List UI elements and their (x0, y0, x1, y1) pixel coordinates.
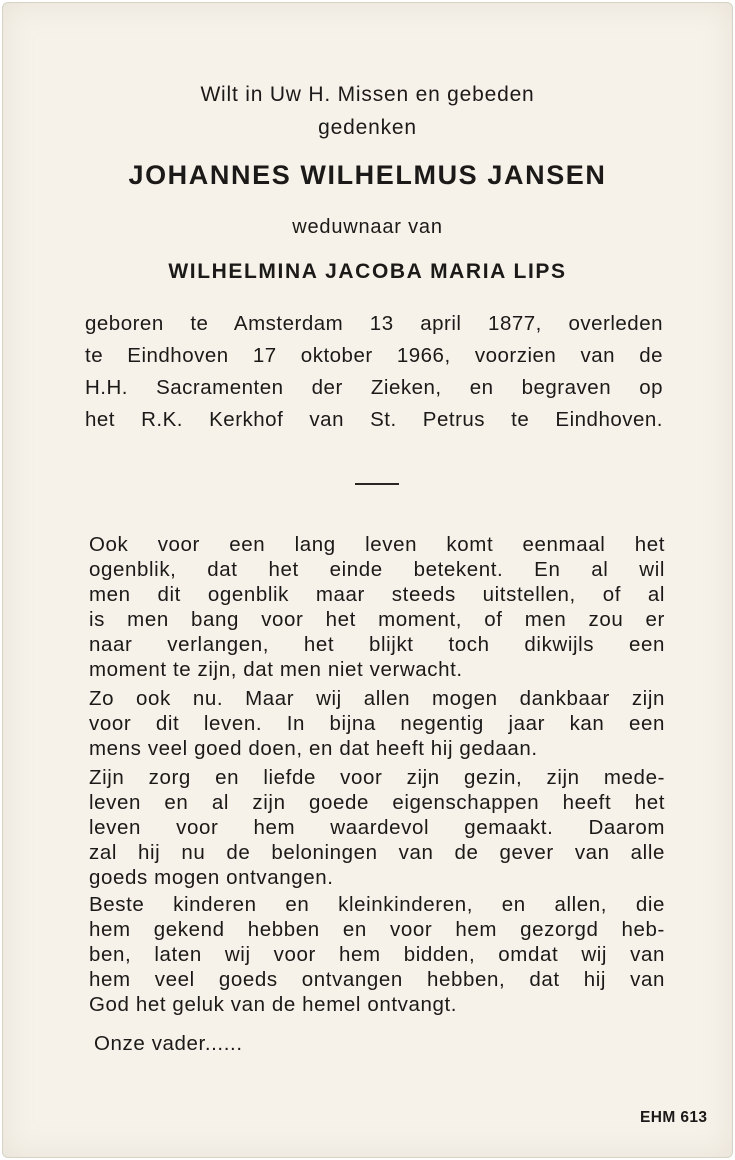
body-line: leven en al zijn goede eigenschappen heeft het (89, 791, 665, 814)
body-line: mens veel goed doen, en dat heeft hij gedaan. (89, 737, 538, 760)
spouse-name: WILHELMINA JACOBA MARIA LIPS (168, 260, 567, 283)
body-line: is men bang voor het moment, of men zou er (89, 608, 665, 631)
relation-text: weduwnaar van (292, 216, 443, 238)
bio-line: het R.K. Kerkhof van St. Petrus te Eindhoven. (85, 408, 663, 431)
body-line: hem gekend hebben en voor hem gezorgd heb- (89, 918, 665, 941)
body-line: Zo ook nu. Maar wij allen mogen dankbaar zijn (89, 687, 665, 710)
body-line: leven voor hem waardevol gemaakt. Daarom (89, 816, 665, 839)
reference-code: EHM 613 (640, 1109, 708, 1126)
body-line: naar verlangen, het blijkt toch dikwijls een (89, 633, 665, 656)
body-line: ogenblik, dat het einde betekent. En al wil (89, 558, 665, 581)
intro-line: Wilt in Uw H. Missen en gebeden (200, 83, 535, 106)
closing-prayer: Onze vader...... (94, 1032, 243, 1055)
body-line: goeds mogen ontvangen. (89, 866, 334, 889)
body-line: Zijn zorg en liefde voor zijn gezin, zijn mede- (89, 766, 665, 789)
memorial-card (2, 2, 733, 1158)
deceased-name: JOHANNES WILHELMUS JANSEN (128, 160, 607, 190)
body-line: God het geluk van de hemel ontvangt. (89, 993, 458, 1016)
body-line: moment te zijn, dat men niet verwacht. (89, 658, 463, 681)
body-line: voor dit leven. In bijna negentig jaar kan een (89, 712, 665, 735)
bio-line: te Eindhoven 17 oktober 1966, voorzien van de (85, 344, 663, 367)
body-line: hem veel goeds ontvangen hebben, dat hij van (89, 968, 665, 991)
bio-line: H.H. Sacramenten der Zieken, en begraven op (85, 376, 663, 399)
bio-line: geboren te Amsterdam 13 april 1877, overleden (85, 312, 663, 335)
divider (355, 483, 399, 485)
body-line: Ook voor een lang leven komt eenmaal het (89, 533, 665, 556)
body-line: men dit ogenblik maar steeds uitstellen, of al (89, 583, 665, 606)
body-line: Beste kinderen en kleinkinderen, en allen, die (89, 893, 665, 916)
body-line: ben, laten wij voor hem bidden, omdat wij van (89, 943, 665, 966)
intro-line: gedenken (318, 116, 417, 139)
body-line: zal hij nu de beloningen van de gever van alle (89, 841, 665, 864)
